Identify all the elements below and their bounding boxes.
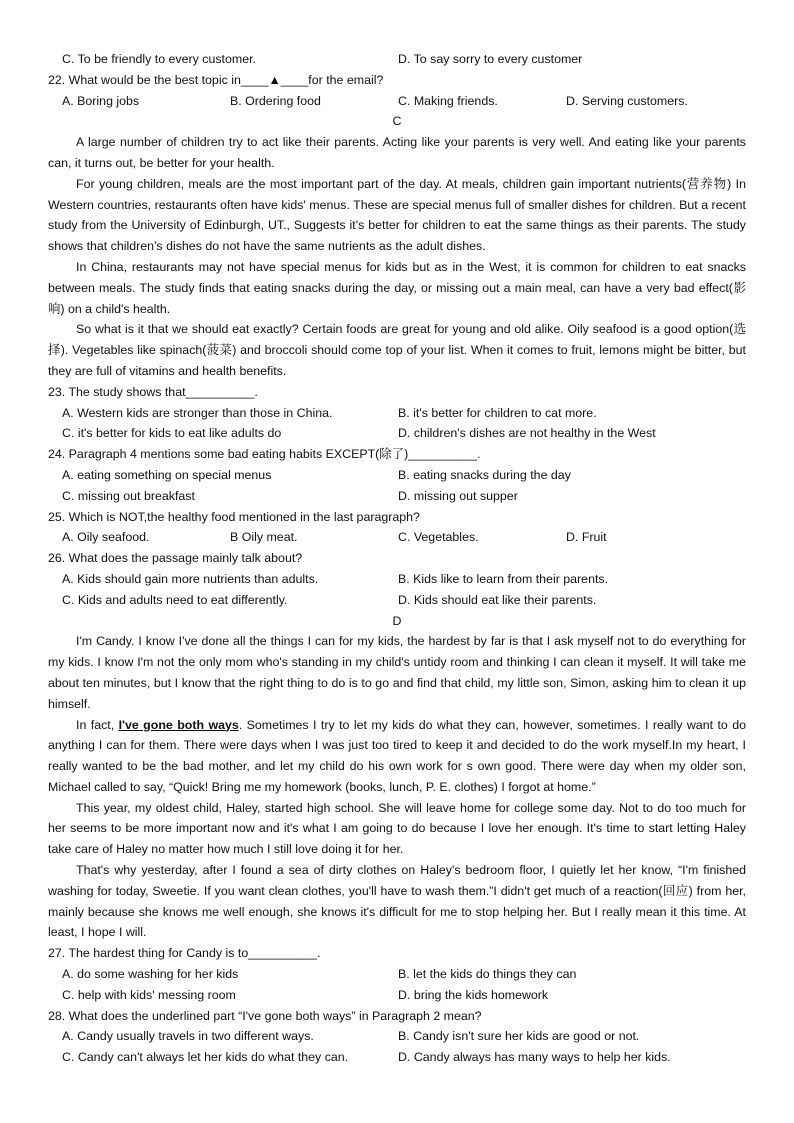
section-c-paragraph-4: So what is it that we should eat exactly? Certain foods are great for young and old alike. Oily seafood is a good option(选择). Vegetables like spinach(菠菜) and broccoli should come top of your list. When it comes to fruit, lemons might be bitter, but they are full of vitamins and health benefits.	[48, 322, 746, 378]
q24-option-c: C. missing out breakfast	[62, 488, 195, 503]
q28-option-a: A. Candy usually travels in two different ways.	[62, 1029, 314, 1044]
q23-stem: 23. The study shows that__________.	[48, 384, 258, 399]
q21-option-c: C. To be friendly to every customer.	[62, 52, 256, 66]
q23-options-row-1	[48, 403, 746, 424]
section-c-paragraph-2: For young children, meals are the most important part of the day. At meals, children gain important nutrients(营养物) In Western countries, restaurants often have kids' menus. These are special menus full of smaller dishes for children. But a recent study from the University of Edinburgh, UT., Suggests it's better for children to eat the same things as their parents. The study shows that children's dishes do not have the same nutrients as the adult dishes.	[48, 176, 746, 254]
section-c-heading: C	[392, 114, 402, 129]
section-c-paragraph-3: In China, restaurants may not have special menus for kids but as in the West, it is common for children to eat snacks between meals. The study finds that eating snacks during the day, or missing out a main meal, can have a very bad effect(影响) on a child's health.	[48, 259, 746, 316]
q28-option-d: D. Candy always has many ways to help her kids.	[398, 1050, 671, 1065]
q24-option-a: A. eating something on special menus	[62, 467, 272, 482]
q21-option-d: D. To say sorry to every customer	[398, 52, 583, 66]
q26-option-a: A. Kids should gain more nutrients than adults.	[62, 571, 319, 586]
section-d-paragraph-3: This year, my oldest child, Haley, started high school. She will leave home for college some day. Not to do too much for her seems to be more important now and it's what I am going to do because I love her enough. It's time to start letting Haley take care of Haley no matter how much I still love doing it for her.	[48, 800, 746, 857]
q22-option-b: B. Ordering food	[230, 93, 321, 108]
exam-page	[48, 49, 746, 1068]
section-d-paragraph-2: In fact, I've gone both ways. Sometimes I try to let my kids do what they can, however, sometimes. I really want to do anything I can for them. There were days when I was just too tired to keep it and decided to do the work myself.In my heart, I really wanted to be the bad mother, and let my child do his own work for s own good. There were day when my older son, Michael called to say, “Quick! Bring me my homework (books, lunch, P. E. clothes) I forgot at home.”	[48, 717, 746, 794]
q24-stem: 24. Paragraph 4 mentions some bad eating habits EXCEPT(除了)__________.	[48, 447, 481, 462]
q28-options-row-2	[48, 1047, 746, 1068]
q23-option-a: A. Western kids are stronger than those in China.	[62, 405, 333, 420]
q25-option-b: B Oily meat.	[230, 530, 298, 545]
q25-stem: 25. Which is NOT,the healthy food mentioned in the last paragraph?	[48, 509, 420, 524]
triangle-marker-icon: ▲	[268, 72, 281, 87]
section-c-paragraph-1: A large number of children try to act like their parents. Acting like your parents is very well. And eating like your parents can, it turns out, be better for your health.	[48, 135, 746, 170]
q22-option-c: C. Making friends.	[398, 93, 498, 108]
section-d-paragraph-1: I'm Candy. I know I've done all the things I can for my kids, the hardest by far is that I ask myself not to do everything for my kids. I know I'm not the only mom who's standing in my child's untidy room and thinking I can clean it myself. It will take me about ten minutes, but I know that the right thing to do is to go and find that child, my little son, Simon, asking him to clean it up himself.	[48, 634, 746, 711]
q26-options-row-1	[48, 569, 746, 590]
q26-option-b: B. Kids like to learn from their parents.	[398, 571, 609, 586]
q23-options-row-2	[48, 423, 746, 444]
q22-stem: 22. What would be the best topic in____▲____for the email?	[48, 70, 746, 91]
underlined-phrase: I've gone both ways	[118, 717, 239, 732]
q23-option-b: B. it's better for children to cat more.	[398, 405, 597, 420]
q26-options-row-2	[48, 590, 746, 611]
q22-option-d: D. Serving customers.	[566, 93, 688, 108]
q28-stem: 28. What does the underlined part “I've gone both ways” in Paragraph 2 mean?	[48, 1008, 482, 1023]
q25-option-a: A. Oily seafood.	[62, 530, 150, 545]
q24-option-b: B. eating snacks during the day	[398, 467, 571, 482]
q25-option-d: D. Fruit	[566, 530, 607, 545]
q27-option-a: A. do some washing for her kids	[62, 967, 239, 982]
q26-option-d: D. Kids should eat like their parents.	[398, 592, 597, 607]
q26-stem: 26. What does the passage mainly talk about?	[48, 551, 303, 566]
q23-option-d: D. children's dishes are not healthy in the West	[398, 426, 656, 441]
q27-stem: 27. The hardest thing for Candy is to__________.	[48, 946, 321, 961]
q28-option-b: B. Candy isn't sure her kids are good or not.	[398, 1029, 640, 1044]
q25-option-c: C. Vegetables.	[398, 530, 479, 545]
q21-options	[48, 49, 746, 70]
q22-options	[48, 91, 746, 112]
section-d-heading: D	[392, 613, 402, 628]
q27-option-c: C. help with kids' messing room	[62, 987, 236, 1002]
q27-options-row-2	[48, 985, 746, 1006]
q27-option-b: B. let the kids do things they can	[398, 967, 577, 982]
q25-options	[48, 527, 746, 548]
q24-options-row-2	[48, 486, 746, 507]
q27-options-row-1	[48, 964, 746, 985]
q26-option-c: C. Kids and adults need to eat differently.	[62, 592, 288, 607]
q27-option-d: D. bring the kids homework	[398, 987, 549, 1002]
q22-option-a: A. Boring jobs	[62, 93, 140, 108]
q28-options-row-1	[48, 1026, 746, 1047]
section-d-paragraph-4: That's why yesterday, after I found a sea of dirty clothes on Haley's bedroom floor, I quietly let her know, “I'm finished washing for today, Sweetie. If you want clean clothes, you'll have to wash them.”I didn't get much of a reaction(回应) from her, mainly because she knows me well enough, she knows it's difficult for me to stop helping her. But I really mean it this time. At least, I hope I will.	[48, 863, 746, 940]
q24-options-row-1	[48, 465, 746, 486]
q28-option-c: C. Candy can't always let her kids do what they can.	[62, 1050, 349, 1065]
q24-option-d: D. missing out supper	[398, 488, 518, 503]
q23-option-c: C. it's better for kids to eat like adults do	[62, 426, 282, 441]
